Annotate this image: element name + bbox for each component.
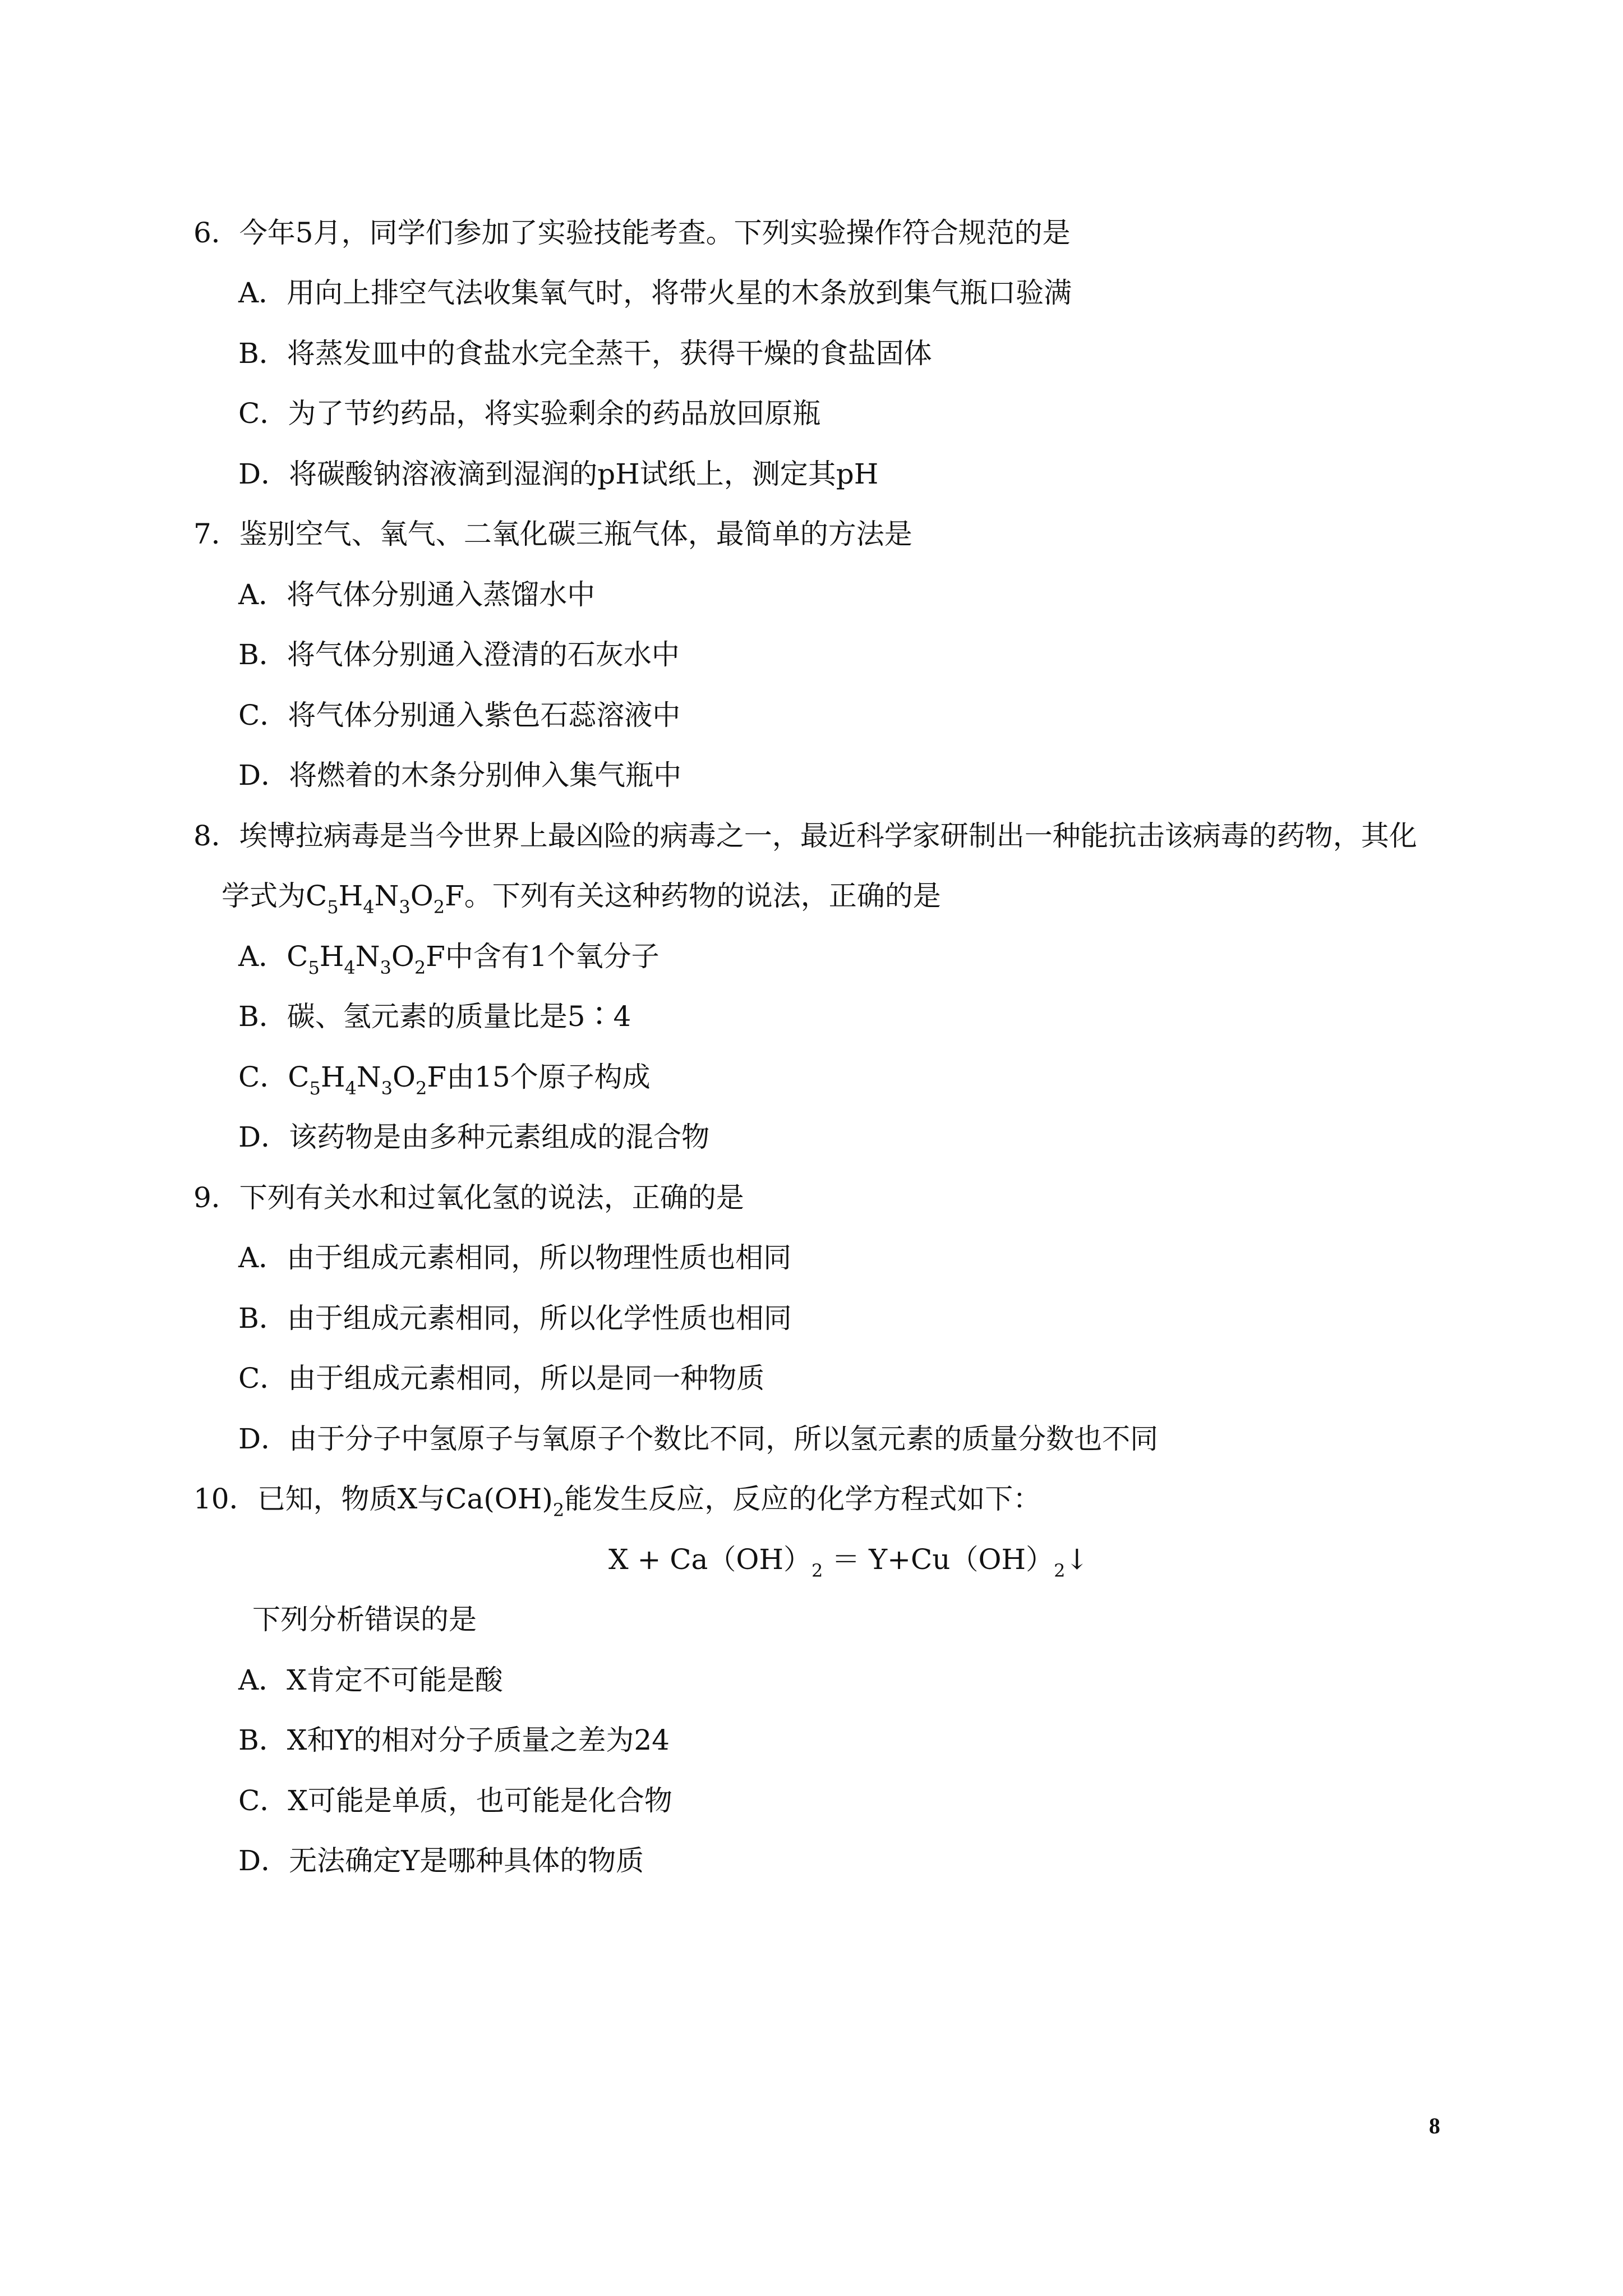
question-8-option-c: C．$C_5H_4N_3O_2F$由15个原子构成 (238, 1061, 651, 1099)
question-7-option-c: C．将气体分别通入紫色石蕊溶液中 (238, 699, 681, 731)
question-10-option-a: A．X肯定不可能是酸 (238, 1664, 503, 1696)
question-9-option-d: D．由于分子中氢原子与氧原子个数比不同，所以氢元素的质量分数也不同 (238, 1423, 1159, 1455)
question-6-option-c: C．为了节约药品，将实验剩余的药品放回原瓶 (238, 397, 821, 430)
question-8-option-a: A．$C_5H_4N_3O_2F$中含有1个氧分子 (238, 940, 660, 978)
question-10-option-c: C．X可能是单质，也可能是化合物 (238, 1784, 672, 1817)
question-8-option-d: D．该药物是由多种元素组成的混合物 (238, 1121, 710, 1153)
question-7-stem: 7．鉴别空气、氧气、二氧化碳三瓶气体，最简单的方法是 (193, 518, 912, 550)
stem-text: 。下列有关这种药物的说法，正确的是 (464, 880, 941, 912)
precipitate-arrow-icon: ↓ (1065, 1543, 1089, 1576)
page-number: 8 (1429, 2113, 1440, 2138)
question-7-option-d: D．将燃着的木条分别伸入集气瓶中 (238, 759, 682, 792)
question-9-stem: 9．下列有关水和过氧化氢的说法，正确的是 (193, 1181, 744, 1214)
question-8-stem-continued (222, 879, 941, 918)
chemical-equation: $X + Ca(OH)_2$ ＝ $Y+Cu(OH)_2↓$ (608, 1543, 1089, 1581)
question-10-prompt: 下列分析错误的是 (252, 1603, 477, 1636)
question-9-option-a: A．由于组成元素相同，所以物理性质也相同 (238, 1241, 792, 1274)
question-6-option-d: D．将碳酸钠溶液滴到湿润的pH试纸上，测定其pH (238, 458, 879, 490)
question-8-option-b: B．碳、氢元素的质量比是5∶4 (238, 1000, 631, 1033)
chemical-formula: $C_5H_4N_3O_2F$ (287, 940, 445, 978)
question-10-option-b: B．X和Y的相对分子质量之差为24 (238, 1724, 670, 1756)
question-6-option-b: B．将蒸发皿中的食盐水完全蒸干，获得干燥的食盐固体 (238, 337, 932, 370)
chemical-formula: $C_5H_4N_3O_2F$ (288, 1061, 447, 1099)
question-9-option-c: C．由于组成元素相同，所以是同一种物质 (238, 1362, 765, 1395)
question-7-option-b: B．将气体分别通入澄清的石灰水中 (238, 638, 680, 671)
chemical-formula: $C_5H_4N_3O_2F$ (306, 880, 464, 918)
question-6-stem: 6．今年5月，同学们参加了实验技能考查。下列实验操作符合规范的是 (193, 217, 1071, 249)
question-7-option-a: A．将气体分别通入蒸馏水中 (238, 578, 596, 611)
stem-text: 学式为 (222, 880, 306, 912)
question-9-option-b: B．由于组成元素相同，所以化学性质也相同 (238, 1302, 792, 1335)
question-6-option-a: A．用向上排空气法收集氧气时，将带火星的木条放到集气瓶口验满 (238, 277, 1072, 309)
question-10-stem: 10．已知，物质X与$Ca(OH)_2$能发生反应，反应的化学方程式如下： (193, 1483, 1041, 1521)
question-8-stem: 8．埃博拉病毒是当今世界上最凶险的病毒之一，最近科学家研制出一种能抗击该病毒的药物，其化 (193, 820, 1417, 852)
question-10-option-d: D．无法确定Y是哪种具体的物质 (238, 1844, 644, 1877)
